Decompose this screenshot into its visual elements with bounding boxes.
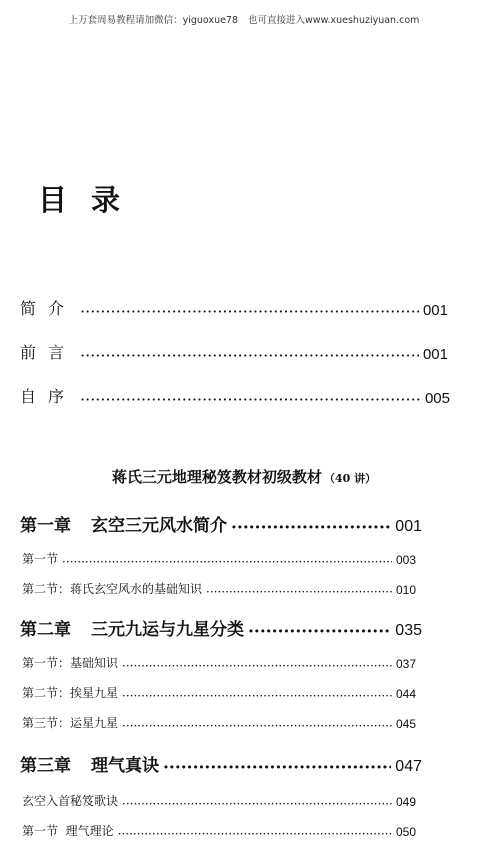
toc-page-number: 049 (395, 795, 416, 809)
toc-page-number: 005 (424, 390, 450, 407)
chapter-title: 三元九运与九星分类 (91, 620, 244, 640)
page-header (0, 12, 488, 26)
dot-leader (80, 303, 419, 319)
toc-label: 自序 (20, 387, 77, 406)
dot-leader (248, 623, 391, 640)
toc-page-number: 001 (395, 518, 422, 535)
chapter-number: 第一章 (20, 516, 71, 536)
section-title: 第二节：挨星九星 (22, 686, 119, 700)
chapter-title: 理气真诀 (91, 756, 159, 776)
page-title: 目录 (38, 183, 145, 217)
toc-page-number: 003 (395, 553, 416, 567)
toc-section-1-1[interactable] (22, 550, 416, 567)
toc-page-number: 050 (395, 825, 416, 839)
dot-leader (122, 689, 392, 701)
section-title: 第一节 理气理论 (22, 824, 114, 838)
toc-entry-intro[interactable] (20, 296, 448, 319)
toc-label: 简介 (20, 299, 77, 318)
section-title: 第一节：基础知识 (22, 656, 119, 670)
toc-page-number: 035 (395, 622, 422, 639)
toc-section-3-1[interactable] (22, 822, 416, 839)
toc-entry-preface[interactable] (20, 340, 448, 363)
dot-leader (62, 555, 392, 567)
course-title: 蒋氏三元地理秘笈教材初级教材 (111, 468, 322, 486)
toc-chapter-2[interactable] (20, 615, 422, 640)
header-wechat-text: 上万套周易教程请加微信：yiguoxue78 (68, 15, 239, 26)
toc-page-number: 037 (395, 657, 416, 671)
toc-section-2-3[interactable] (22, 714, 416, 731)
toc-page-number: 045 (395, 717, 416, 731)
dot-leader (118, 827, 392, 839)
chapter-number: 第二章 (20, 620, 71, 640)
toc-chapter-3[interactable] (20, 751, 422, 776)
dot-leader (80, 347, 419, 363)
header-website-text: 也可直接进入www.xueshuziyuan.com (248, 15, 420, 26)
section-title: 第二节：蒋氏玄空风水的基础知识 (22, 582, 203, 596)
dot-leader (122, 659, 392, 671)
course-heading (0, 466, 488, 487)
toc-chapter-1[interactable] (20, 511, 422, 536)
toc-page-number: 001 (422, 302, 448, 319)
dot-leader (122, 719, 392, 731)
toc-label: 前言 (20, 343, 77, 362)
section-title: 玄空入首秘笈歌诀 (22, 794, 119, 808)
toc-section-2-1[interactable] (22, 654, 416, 671)
section-title: 第三节：运星九星 (22, 716, 119, 730)
toc-entry-author-preface[interactable] (20, 384, 450, 407)
toc-section-2-2[interactable] (22, 684, 416, 701)
chapter-title: 玄空三元风水简介 (91, 516, 227, 536)
dot-leader (122, 797, 392, 809)
toc-page-number: 010 (395, 583, 416, 597)
dot-leader (163, 759, 391, 776)
toc-page-number: 001 (422, 346, 448, 363)
course-subtitle: （40 讲） (323, 472, 377, 485)
toc-page-number: 044 (395, 687, 416, 701)
dot-leader (80, 391, 421, 407)
dot-leader (231, 519, 391, 536)
toc-page-number: 047 (395, 758, 422, 775)
section-title: 第一节 (22, 552, 59, 566)
toc-section-3-0[interactable] (22, 792, 416, 809)
chapter-number: 第三章 (20, 756, 71, 776)
dot-leader (206, 585, 392, 597)
toc-section-1-2[interactable] (22, 580, 416, 597)
